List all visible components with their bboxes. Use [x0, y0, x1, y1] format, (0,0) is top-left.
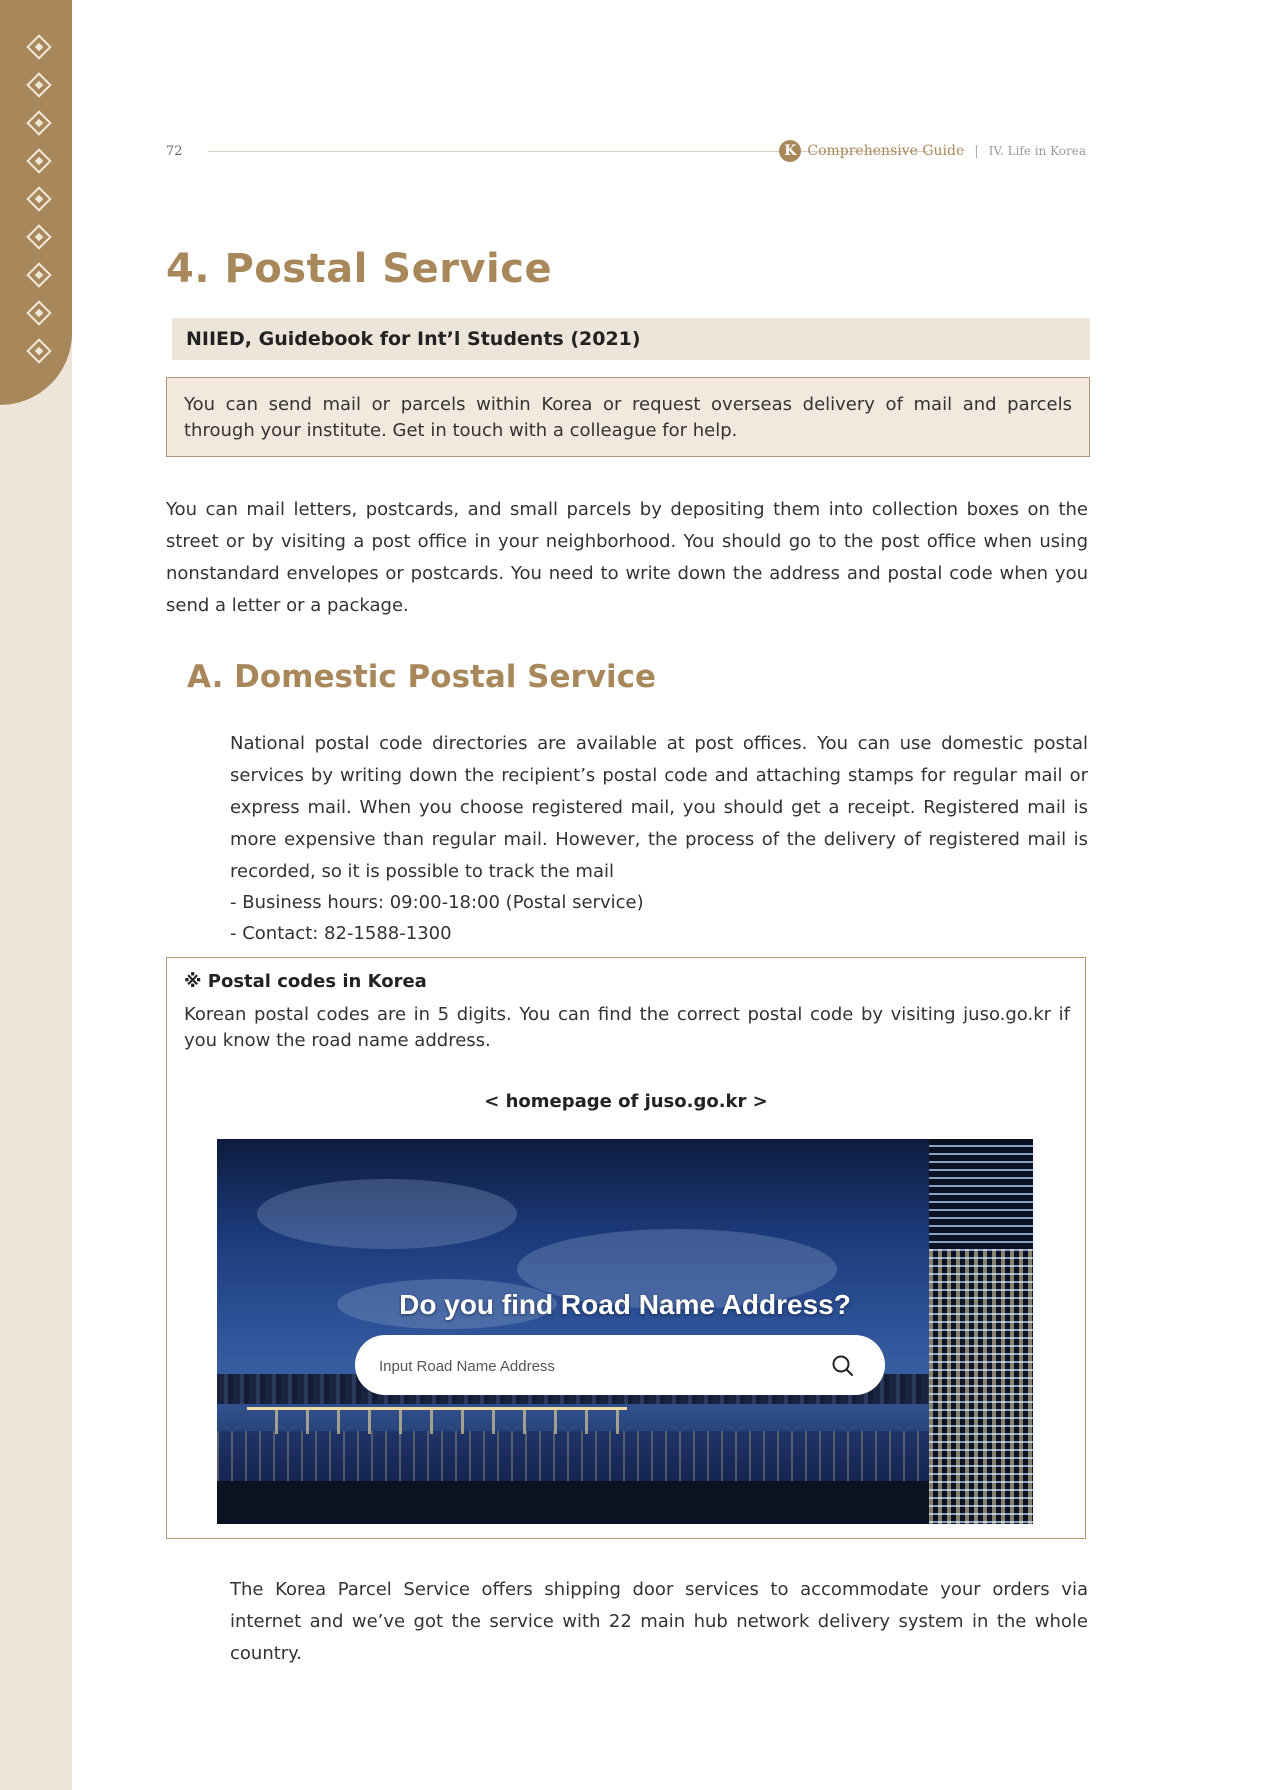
note-body: Korean postal codes are in 5 digits. You can find the correct postal code by visiting juso.go.kr if you know the road name address.: [184, 1004, 1070, 1051]
source-citation: NIIED, Guidebook for Int’l Students (2021): [186, 328, 641, 350]
ornament-icon: [26, 72, 51, 97]
section-heading: A. Domestic Postal Service: [187, 659, 657, 695]
note-title: ※ Postal codes in Korea: [184, 971, 427, 992]
page-number: 72: [166, 144, 183, 159]
k-logo-icon: K: [779, 140, 801, 162]
hero-heading: Do you find Road Name Address?: [399, 1289, 851, 1320]
address-search-bar: [355, 1335, 885, 1395]
header-separator: |: [974, 143, 979, 159]
image-caption: < homepage of juso.go.kr >: [484, 1091, 768, 1112]
page-title: 4. Postal Service: [166, 246, 553, 292]
source-bar: [172, 318, 1090, 360]
domestic-paragraph: National postal code directories are available at post offices. You can use domestic postal services by writing down the recipient’s postal code and attaching stamps for regular mail or express mail. When you choose registered mail, you should get a receipt. Registered mail is more expensive than regular mail. However, the process of the delivery of registered mail is recorded, so it is possible to track the mail: [230, 733, 1088, 882]
info-list: [230, 887, 644, 949]
ornament-icon: [26, 262, 51, 287]
ornament-icon: [26, 148, 51, 173]
search-icon[interactable]: [831, 1354, 855, 1378]
ornament-icon: [26, 300, 51, 325]
intro-paragraph: You can mail letters, postcards, and small parcels by depositing them into collection boxes on the street or by visiting a post office in your neighborhood. You should go to the post office when using nonstandard envelopes or postcards. You need to write down the address and postal code when you send a letter or a package.: [166, 499, 1088, 616]
address-search-input[interactable]: [377, 1353, 801, 1379]
section-label: IV. Life in Korea: [988, 144, 1086, 158]
ornament-icon: [26, 186, 51, 211]
page-header: [166, 140, 1086, 164]
homepage-screenshot: [217, 1139, 1033, 1524]
chapter-tab: [0, 0, 72, 405]
cloud: [257, 1179, 517, 1249]
shoreline: [217, 1481, 937, 1524]
ornament-icon: [26, 224, 51, 249]
guide-title: Comprehensive Guide: [807, 143, 965, 159]
ornament-icon: [26, 338, 51, 363]
guide-label: [779, 140, 1086, 162]
summary-box: You can send mail or parcels within Korea or request overseas delivery of mail and parcels through your institute. Get in touch with a colleague for help.: [166, 377, 1090, 457]
parcel-paragraph: The Korea Parcel Service offers shipping door services to accommodate your orders via internet and we’ve got the service with 22 main hub network delivery system in the whole country.: [230, 1579, 1088, 1664]
ornament-icon: [26, 34, 51, 59]
bridge: [247, 1407, 627, 1434]
river-reflections: [217, 1431, 937, 1481]
postal-code-note: [166, 957, 1086, 1539]
list-item: - Contact: 82-1588-1300: [230, 918, 644, 949]
ornament-icon: [26, 110, 51, 135]
list-item: - Business hours: 09:00-18:00 (Postal service): [230, 887, 644, 918]
